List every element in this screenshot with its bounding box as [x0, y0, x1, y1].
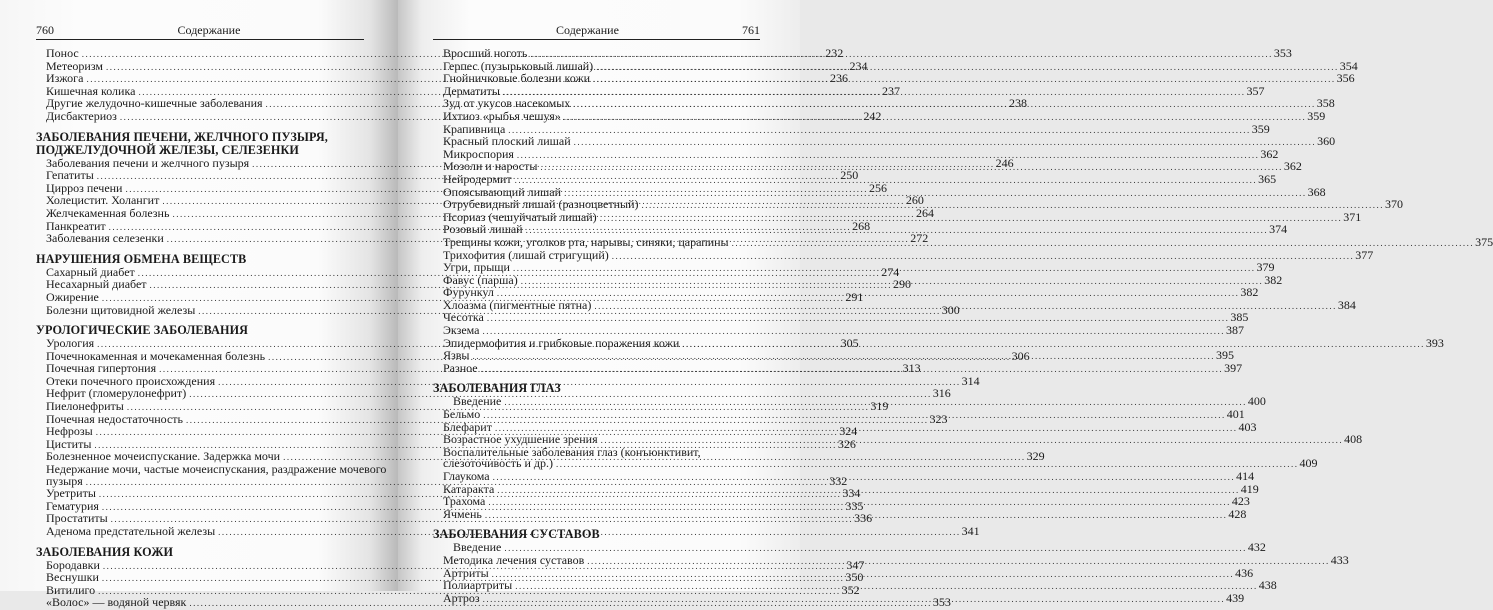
entry-title-line1: Воспалительные заболевания глаз (конъюнктивит,: [443, 444, 701, 459]
entry-title: Почечная недостаточность: [46, 411, 184, 426]
entry-page-number: 300: [941, 302, 960, 317]
entry-page-number: 260: [905, 193, 924, 208]
dot-leader: [503, 83, 1246, 99]
entry-title: Заболевания печени и желчного пузыря: [46, 155, 250, 170]
entry-title: Трихофития (лишай стригущий): [443, 247, 609, 262]
entry-page-number: 335: [845, 498, 864, 513]
section-heading: [36, 546, 364, 559]
entry-page-number: 439: [1226, 590, 1245, 605]
entry-page-number: 350: [845, 570, 864, 585]
entry-title: слезоточивость и др.): [443, 456, 553, 471]
entry-title: Возрастное ухудшение зрения: [443, 432, 598, 447]
entry-title: Панкреатит: [46, 218, 106, 233]
entry-title: Эпидермофития и грибковые поражения кожи: [443, 335, 680, 350]
dot-leader: [508, 125, 1251, 137]
entry-page-number: 353: [1273, 46, 1292, 60]
entry-page-number: 272: [910, 231, 929, 246]
entry-title: Простатиты: [46, 511, 108, 526]
entry-title: Несахарный диабет: [46, 277, 147, 292]
entry-title: Крапивница: [443, 121, 506, 136]
entry-title: Блефарит: [443, 419, 492, 434]
entry-title: Гепатиты: [46, 168, 94, 183]
entry-title: Чесотка: [443, 310, 484, 325]
entry-title: Трахома: [443, 494, 486, 509]
entry-page-number: 423: [1231, 494, 1250, 509]
entry-page-number: 433: [1330, 552, 1349, 567]
toc-entry: [443, 310, 1249, 325]
dot-leader: [495, 423, 1238, 435]
entry-page-number: 400: [1247, 394, 1266, 409]
entry-page-number: 384: [1337, 297, 1356, 312]
entry-page-number: 362: [1283, 159, 1302, 174]
dot-leader: [596, 58, 1339, 74]
entry-page-number: 291: [845, 289, 864, 304]
dot-leader: [573, 96, 1316, 111]
entry-title: Дерматиты: [443, 83, 500, 98]
entry-title: Красный плоский лишай: [443, 134, 571, 149]
entry-page-number: 436: [1235, 565, 1254, 580]
entry-page-number: 357: [1246, 83, 1265, 98]
entry-title: Другие желудочно-кишечные заболевания: [46, 96, 263, 111]
entry-title: Артриты: [443, 565, 489, 580]
entry-page-number: 359: [1251, 121, 1270, 136]
dot-leader: [530, 46, 1273, 61]
entry-title: Ячмень: [443, 506, 482, 521]
entry-page-number: 305: [840, 336, 859, 351]
entry-page-number: 432: [1247, 540, 1266, 555]
entry-page-number: 395: [1215, 348, 1234, 363]
entry-page-number: 377: [1355, 247, 1374, 262]
entry-title: Угри, прыщи: [443, 260, 510, 275]
dot-leader: [600, 213, 1343, 225]
entry-page-number: 246: [995, 155, 1014, 170]
entry-page-number: 385: [1230, 310, 1249, 325]
entry-page-number: 387: [1226, 323, 1244, 338]
entry-page-number: 236: [829, 71, 848, 86]
entry-title: Цирроз печени: [46, 180, 123, 195]
entry-title: Методика лечения суставов: [443, 552, 585, 567]
dot-leader: [497, 485, 1240, 497]
dot-leader: [564, 108, 1307, 124]
entry-page-number: 409: [1299, 456, 1318, 471]
entry-title: Полиартриты: [443, 578, 513, 593]
entry-title: «Волос» — водяной червяк: [46, 595, 187, 610]
entry-title: Гнойничковые болезни кожи: [443, 71, 591, 86]
entry-title: Трещины кожи, уголков рта, нарывы, синяки, царапины: [443, 234, 729, 249]
entry-title: Введение: [453, 394, 502, 409]
running-title: Содержание: [556, 23, 619, 37]
entry-title: Уретриты: [46, 486, 96, 501]
entry-page-number: 414: [1236, 469, 1255, 483]
entry-page-number: 382: [1240, 285, 1259, 300]
entry-title: Экзема: [443, 323, 480, 338]
entry-title: Отеки почечного происхождения: [46, 373, 216, 388]
entry-page-number: 274: [881, 264, 900, 279]
entry-page-number: 316: [932, 386, 951, 401]
entry-title: Почечная гипертония: [46, 361, 157, 376]
dot-leader: [564, 188, 1307, 200]
dot-leader: [587, 556, 1330, 568]
entry-title: Артроз: [443, 590, 480, 605]
entry-title: Почечнокаменная и мочекаменная болезнь: [46, 348, 266, 363]
dot-leader: [513, 263, 1256, 275]
dot-leader: [497, 288, 1240, 300]
entry-page-number: 268: [852, 218, 871, 233]
entry-page-number: 382: [1264, 272, 1283, 287]
entry-title: Веснушки: [46, 570, 99, 585]
entry-page-number: 323: [929, 411, 948, 426]
dot-leader: [481, 361, 1224, 376]
section-heading-line: ПОДЖЕЛУДОЧНОЙ ЖЕЛЕЗЫ, СЕЛЕЗЕНКИ: [36, 142, 299, 157]
entry-page-number: 238: [1009, 96, 1028, 111]
entry-page-number: 326: [837, 436, 856, 451]
dot-leader: [515, 175, 1258, 187]
entry-title: Дисбактериоз: [46, 108, 117, 123]
entry-page-number: 408: [1344, 432, 1363, 447]
entry-title: Гематурия: [46, 498, 99, 513]
entry-page-number: 250: [840, 168, 859, 183]
section-heading-line: УРОЛОГИЧЕСКИЕ ЗАБОЛЕВАНИЯ: [36, 323, 249, 338]
entry-title: Язвы: [443, 348, 470, 363]
entry-page-number: 232: [825, 46, 844, 60]
entry-title: Болезни щитовидной железы: [46, 302, 196, 317]
entry-page-number: 347: [846, 557, 865, 572]
entry-page-number: 403: [1238, 419, 1257, 434]
entry-page-number: 319: [870, 399, 889, 414]
entry-title: Фурункул: [443, 285, 494, 300]
entry-page-number: 359: [1307, 108, 1326, 123]
entry-title: Кишечная колика: [46, 83, 136, 98]
dot-leader: [493, 472, 1236, 484]
dot-leader: [594, 301, 1337, 313]
page-number: 761: [742, 23, 760, 37]
dot-leader: [540, 162, 1283, 174]
entry-title: Бельмо: [443, 407, 481, 422]
dot-leader: [492, 569, 1235, 581]
dot-leader: [521, 276, 1264, 288]
entry-page-number: 332: [829, 473, 848, 488]
entry-title: Зуд от укусов насекомых: [443, 96, 571, 111]
entry-page-number: 306: [1011, 348, 1030, 363]
entry-page-number: 362: [1260, 146, 1279, 161]
entry-title: пузыря: [46, 473, 83, 488]
entry-page-number: 397: [1224, 360, 1243, 375]
entry-page-number: 256: [868, 180, 887, 195]
entry-title: Псориаз (чешуйчатый лишай): [443, 209, 597, 224]
entry-title: Болезненное мочеиспускание. Задержка мочи: [46, 449, 281, 464]
entry-page-number: 334: [842, 486, 861, 501]
page-number: 760: [36, 23, 54, 37]
dot-leader: [504, 397, 1247, 409]
dot-leader: [485, 510, 1228, 522]
entry-page-number: 419: [1240, 481, 1259, 496]
entry-title: Хлоазма (пигментные пятна): [443, 297, 592, 312]
dot-leader: [682, 336, 1425, 351]
entry-page-number: 365: [1258, 171, 1277, 186]
dot-leader: [515, 581, 1258, 593]
entry-page-number: 341: [961, 524, 980, 538]
entry-page-number: 368: [1307, 184, 1326, 199]
entry-page-number: 336: [854, 511, 873, 526]
entry-title: Заболевания селезенки: [46, 231, 164, 246]
left-running-head: [36, 23, 364, 40]
dot-leader: [593, 71, 1336, 86]
entry-title: Катаракта: [443, 481, 495, 496]
dot-leader: [517, 150, 1260, 162]
entry-title: Ожирение: [46, 289, 99, 304]
entry-page-number: 428: [1228, 506, 1247, 521]
entry-title: Аденома предстательной железы: [46, 524, 216, 538]
entry-title: Нейродермит: [443, 171, 512, 186]
entry-page-number: 234: [849, 58, 868, 73]
entry-title: Бородавки: [46, 557, 100, 572]
dot-leader: [483, 410, 1226, 422]
entry-page-number: 324: [839, 424, 858, 439]
entry-title: Вросший ноготь: [443, 46, 528, 60]
entry-title: Желчекаменная болезнь: [46, 205, 170, 220]
entry-title: Отрубевидный лишай (разноцветный): [443, 197, 639, 212]
section-heading: [36, 131, 364, 157]
entry-title: Пиелонефриты: [46, 399, 124, 414]
entry-page-number: 242: [863, 108, 882, 123]
entry-title: Глаукома: [443, 469, 490, 483]
entry-title-line1: Недержание мочи, частые мочеиспускания, раздражение мочевого: [46, 462, 387, 477]
entry-page-number: 354: [1339, 58, 1358, 73]
entry-title: Холецистит. Холангит: [46, 193, 160, 208]
entry-page-number: 371: [1343, 209, 1362, 224]
entry-title: Сахарный диабет: [46, 264, 135, 279]
entry-page-number: 353: [932, 595, 951, 610]
entry-title: Витилиго: [46, 582, 96, 597]
entry-title: Опоясывающий лишай: [443, 184, 562, 199]
entry-title: Изжога: [46, 71, 84, 86]
entry-title: Введение: [453, 540, 502, 555]
dot-leader: [574, 137, 1317, 149]
entry-title: Розовый лишай: [443, 222, 523, 237]
running-title: Содержание: [177, 23, 241, 37]
section-heading-line: ЗАБОЛЕВАНИЯ ПЕЧЕНИ, ЖЕЛЧНОГО ПУЗЫРЯ,: [36, 129, 328, 144]
section-heading-line: ЗАБОЛЕВАНИЯ КОЖИ: [36, 544, 174, 559]
entry-page-number: 374: [1269, 222, 1288, 237]
section-heading: [36, 253, 364, 266]
right-running-head: [433, 23, 760, 40]
dot-leader: [504, 543, 1247, 555]
dot-leader: [601, 435, 1344, 447]
dot-leader: [556, 459, 1299, 471]
entry-title: Нефрит (гломерулонефрит): [46, 386, 187, 401]
dot-leader: [612, 251, 1355, 263]
dot-leader: [472, 348, 1215, 363]
entry-title: Фавус (парша): [443, 272, 518, 287]
entry-page-number: 329: [1026, 449, 1045, 464]
section-heading-line: ЗАБОЛЕВАНИЯ СУСТАВОВ: [433, 527, 600, 542]
entry-page-number: 370: [1385, 197, 1403, 212]
entry-title: Урология: [46, 336, 95, 351]
entry-title: Нефрозы: [46, 424, 93, 439]
section-heading-line: ЗАБОЛЕВАНИЯ ГЛАЗ: [433, 381, 561, 396]
dot-leader: [642, 200, 1385, 212]
entry-page-number: 375: [1475, 234, 1493, 249]
section-heading-line: НАРУШЕНИЯ ОБМЕНА ВЕЩЕСТВ: [36, 251, 247, 266]
entry-page-number: 393: [1425, 335, 1444, 350]
entry-page-number: 313: [902, 361, 921, 376]
entry-title: Циститы: [46, 436, 92, 451]
entry-title: Понос: [46, 46, 79, 60]
entry-page-number: 314: [961, 373, 980, 388]
entry-title: Герпес (пузырьковый лишай): [443, 58, 594, 73]
entry-page-number: 379: [1256, 260, 1275, 275]
entry-page-number: 264: [915, 205, 934, 220]
entry-page-number: 237: [881, 83, 900, 98]
dot-leader: [487, 313, 1230, 325]
entry-page-number: 356: [1336, 71, 1355, 86]
entry-title: Микроспория: [443, 146, 514, 161]
entry-page-number: 438: [1258, 578, 1277, 593]
entry-page-number: 352: [841, 582, 860, 597]
dot-leader: [488, 497, 1231, 509]
entry-page-number: 290: [893, 277, 912, 292]
entry-page-number: 401: [1226, 407, 1245, 422]
dot-leader: [483, 594, 1226, 606]
entry-page-number: 360: [1317, 134, 1336, 149]
entry-title: Разное: [443, 360, 478, 375]
entry-title: Ихтиоз «рыбья чешуя»: [443, 108, 561, 123]
entry-title: Мозоли и наросты: [443, 159, 538, 174]
entry-title: Метеоризм: [46, 58, 103, 73]
entry-page-number: 358: [1316, 96, 1335, 111]
